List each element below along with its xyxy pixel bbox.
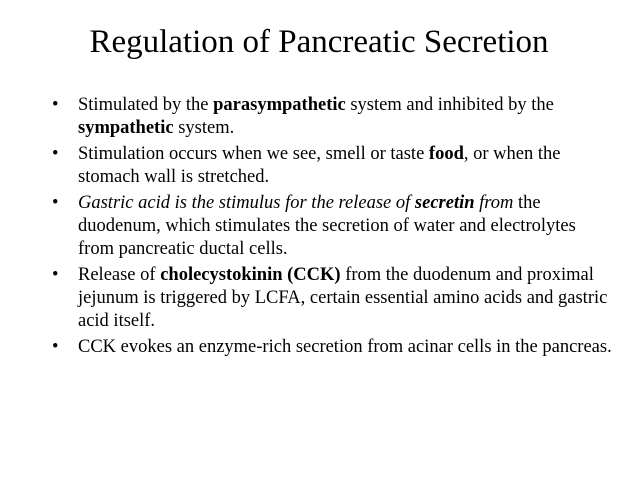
bold-term-parasympathetic: parasympathetic [213,95,346,115]
bullet-item-parasympathetic [52,94,612,140]
bullet-marker: • [52,337,59,357]
bullet-item-stimulation [52,143,612,189]
bold-term-sympathetic: sympathetic [78,118,174,138]
bullet-text: , or when the stomach wall is stretched. [78,144,561,187]
italic-text: Gastric acid is the stimulus for the release of [78,193,415,213]
bullet-marker: • [52,95,59,115]
bullet-text: Stimulated by the [78,95,214,115]
bullet-item-cck-release [52,264,612,333]
bullet-text: the duodenum, which stimulates the secretion of water and electrolytes from pancreatic ductal cells. [78,193,576,259]
bullet-list [52,94,612,362]
slide-title: Regulation of Pancreatic Secretion [89,24,549,60]
italic-text: from [474,193,514,213]
bullet-text: system and inhibited by the [345,95,554,115]
bold-term-food: food [428,144,464,164]
bullet-text: CCK evokes an enzyme-rich secretion from acinar cells in the pancreas. [78,337,612,357]
bullet-item-cck-secretion [52,336,612,359]
bullet-text: from the duodenum and proximal jejunum is triggered by LCFA, certain essential amino acids and gastric acid itself. [78,265,608,331]
bold-term-cck: cholecystokinin (CCK) [160,265,341,285]
bullet-text: system. [173,118,235,138]
bullet-item-gastric-acid [52,192,612,261]
bullet-text: Release of [78,265,161,285]
bullet-marker: • [52,193,59,213]
bullet-text: Stimulation occurs when we see, smell or taste [78,144,429,164]
bullet-marker: • [52,265,59,285]
bold-italic-term-secretin: secretin [414,193,475,213]
bullet-marker: • [52,144,59,164]
